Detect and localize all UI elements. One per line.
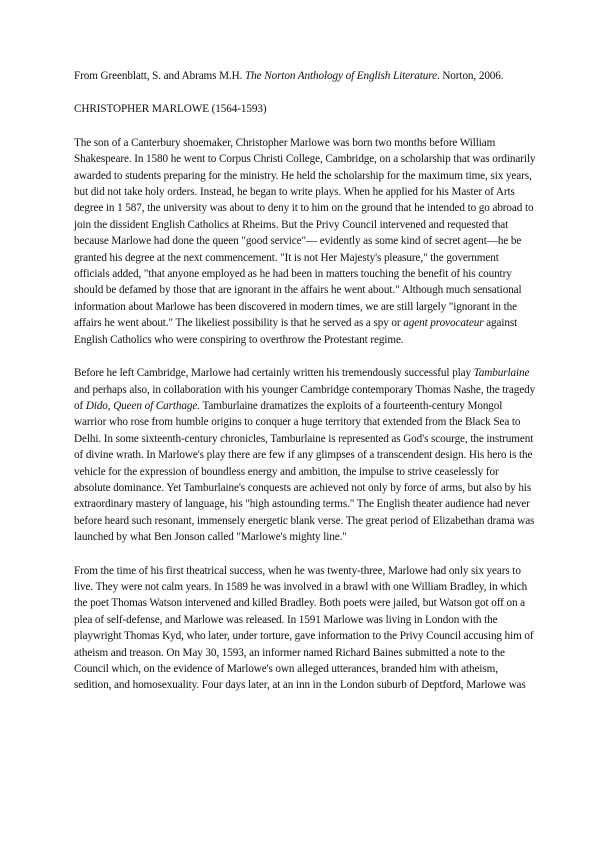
paragraph-2-italic-a: Tamburlaine [473, 367, 530, 380]
paragraph-1-text-b: against English Catholics who were conspiring to overthrow the Protestant regime. [74, 317, 518, 346]
paragraph-2 [74, 365, 536, 545]
paragraph-3: From the time of his first theatrical success, when he was twenty-three, Marlowe had only six years to live. They were not calm years. In 1589 he was involved in a brawl with one William Bradley, in which the poet Thomas Watson intervened and killed Bradley. Both poets were jailed, but Watson got off on a plea of self-defense, and Marlowe was released. In 1591 Marlowe was living in London with the playwright Thomas Kyd, who later, under torture, gave information to the Privy Council accusing him of atheism and treason. On May 30, 1593, an informer named Richard Baines submitted a note to the Council which, on the evidence of Marlowe's own alleged utterances, branded him with atheism, sedition, and homosexuality. Four days later, at an inn in the London suburb of Deptford, Marlowe was [74, 564, 534, 692]
paragraph-2-text-c: Tamburlaine dramatizes the exploits of a fourteenth-century Mongol warrior who rose from humble origins to conquer a huge territory that extended from the Black Sea to Delhi. In some sixteenth-century chronicles, Tamburlaine is represented as God's scourge, the instrument of divine wrath. In Marlowe's play there are few if any glimpses of a transcendent design. His hero is the vehicle for the expression of boundless energy and ambition, the impulse to strive ceaselessly for absolute dominance. Yet Tamburlaine's conquests are achieved not only by force of arms, but also by his extraordinary mastery of language, his "high astounding terms." The English theater audience had never before heard such resonant, immensely energetic blank verse. The great period of Elizabethan drama was launched by what Ben Jonson called "Marlowe's mighty line." [74, 399, 535, 544]
citation-suffix: . Norton, 2006. [436, 70, 504, 82]
paragraph-1 [74, 135, 536, 348]
citation-prefix: From Greenblatt, S. and Abrams M.H. [74, 70, 246, 82]
paragraph-2-text-a: Before he left Cambridge, Marlowe had certainly written his tremendously successful play [74, 367, 474, 380]
paragraph-1-italic: agent provocateur [403, 317, 484, 330]
citation-title: The Norton Anthology of English Literature [245, 70, 437, 82]
paragraph-2-italic-b: Dido, Queen of Carthage. [85, 399, 200, 412]
document-page [74, 68, 536, 711]
paragraph-1-text-a: The son of a Canterbury shoemaker, Christopher Marlowe was born two months before William Shakespeare. In 1580 he went to Corpus Christi College, Cambridge, on a scholarship that was ordinarily awarded to students preparing for the ministry. He held the scholarship for the maximum time, six years, but did not take holy orders. Instead, he began to write plays. When he applied for his Master of Arts degree in 1 587, the university was about to deny it to him on the ground that he intended to go abroad to join the dissident English Catholics at Rheims. But the Privy Council intervened and requested that because Marlowe had done the queen "good service"— evidently as some kind of secret agent—he be granted his degree at the next commencement. "It is not Her Majesty's pleasure," the government officials added, "that anyone employed as he had been in matters touching the benefit of his country should be defamed by those that are ignorant in the affairs he went about." Although much sensational information about Marlowe has been discovered in modern times, we are still largely "ignorant in the affairs he went about." The likeliest possibility is that he served as a spy or [74, 136, 536, 330]
section-heading: CHRISTOPHER MARLOWE (1564-1593) [74, 103, 267, 116]
citation [74, 68, 536, 84]
paragraph-2-text-b: and perhaps also, in collaboration with his younger Cambridge contemporary Thomas Nashe, the tragedy of [74, 383, 536, 412]
